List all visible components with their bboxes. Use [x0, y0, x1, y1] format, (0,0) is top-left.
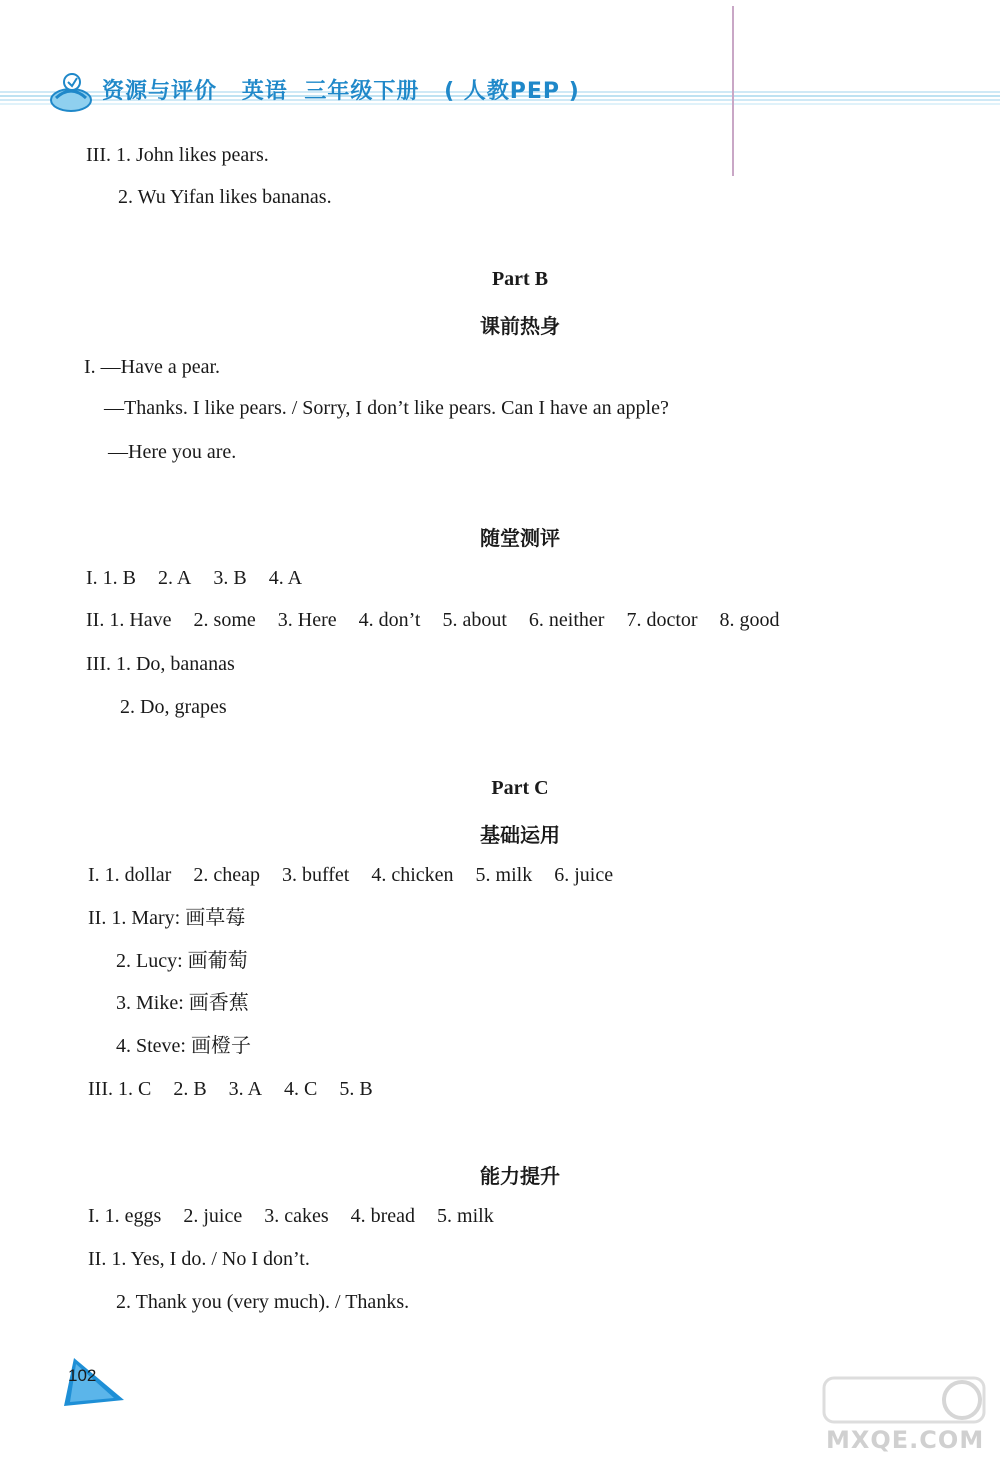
answer-item: I. 1. eggs	[88, 1205, 162, 1227]
answer-item: I. 1. dollar	[88, 864, 172, 886]
answer-item: 4. C	[284, 1078, 318, 1100]
answer-line: III. 1. Do, bananas	[86, 653, 235, 675]
edition-name: ( 人教PEP )	[444, 79, 580, 104]
answer-item: 6. juice	[554, 864, 614, 886]
answer-item: 5. about	[442, 609, 507, 631]
warmup-heading: 课前热身	[480, 314, 560, 338]
answer-line: 3. Mike: 画香蕉	[116, 992, 249, 1014]
margin-mark-line	[732, 6, 734, 176]
answer-item: 2. B	[173, 1078, 207, 1100]
answer-line: II. 1. Mary: 画草莓	[88, 907, 246, 929]
answer-item: I. 1. B	[86, 567, 136, 589]
answer-row	[88, 1204, 516, 1228]
header-title	[102, 74, 596, 105]
answer-line: III. 1. John likes pears.	[86, 144, 269, 166]
advance-heading: 能力提升	[480, 1164, 560, 1188]
answer-item: 8. good	[719, 609, 780, 631]
answer-line: 2. Do, grapes	[120, 696, 227, 718]
answer-row	[88, 1077, 395, 1101]
answer-line: I. —Have a pear.	[84, 356, 221, 378]
answer-line: 2. Thank you (very much). / Thanks.	[116, 1291, 410, 1313]
part-c-title: Part C	[491, 777, 549, 799]
answer-item: 2. A	[158, 567, 192, 589]
answer-line: —Here you are.	[108, 441, 237, 463]
book-name: 资源与评价	[102, 79, 218, 104]
answer-item: 4. chicken	[371, 864, 454, 886]
answer-item: 2. juice	[183, 1205, 243, 1227]
book-logo-icon	[48, 70, 94, 114]
answer-item: 5. milk	[475, 864, 533, 886]
answer-row	[86, 566, 324, 590]
answer-item: 4. A	[268, 567, 303, 589]
answer-item: 3. buffet	[281, 864, 350, 886]
answer-item: 4. don’t	[358, 609, 421, 631]
test-heading: 随堂测评	[480, 526, 560, 550]
answer-item: 4. bread	[350, 1205, 416, 1227]
page-number: 102	[68, 1366, 97, 1385]
subject-name: 英语	[241, 79, 288, 104]
answer-line: II. 1. Yes, I do. / No I don’t.	[88, 1248, 310, 1270]
answer-item: 2. some	[193, 609, 256, 631]
answer-item: 3. B	[213, 567, 247, 589]
answer-row	[86, 608, 802, 632]
answer-item: 7. doctor	[626, 609, 698, 631]
answer-item: II. 1. Have	[86, 609, 172, 631]
part-b-title: Part B	[491, 268, 549, 290]
answer-line: 2. Lucy: 画葡萄	[116, 950, 248, 972]
answer-item: 3. A	[228, 1078, 263, 1100]
page-header	[0, 60, 1000, 120]
answer-item: 3. cakes	[264, 1205, 329, 1227]
watermark-text: MXQE.COM	[826, 1426, 985, 1454]
answer-line: 4. Steve: 画橙子	[116, 1035, 251, 1057]
answer-item: III. 1. C	[88, 1078, 152, 1100]
answer-line: 2. Wu Yifan likes bananas.	[118, 186, 332, 208]
answer-line: —Thanks. I like pears. / Sorry, I don’t like pears. Can I have an apple?	[104, 397, 669, 419]
answer-item: 5. B	[339, 1078, 373, 1100]
basic-heading: 基础运用	[480, 823, 560, 847]
answer-item: 6. neither	[528, 609, 605, 631]
grade-name: 三年级下册	[304, 79, 420, 104]
answer-item: 2. cheap	[193, 864, 260, 886]
answer-item: 5. milk	[437, 1205, 494, 1227]
answer-row	[88, 863, 635, 887]
answer-item: 3. Here	[277, 609, 337, 631]
